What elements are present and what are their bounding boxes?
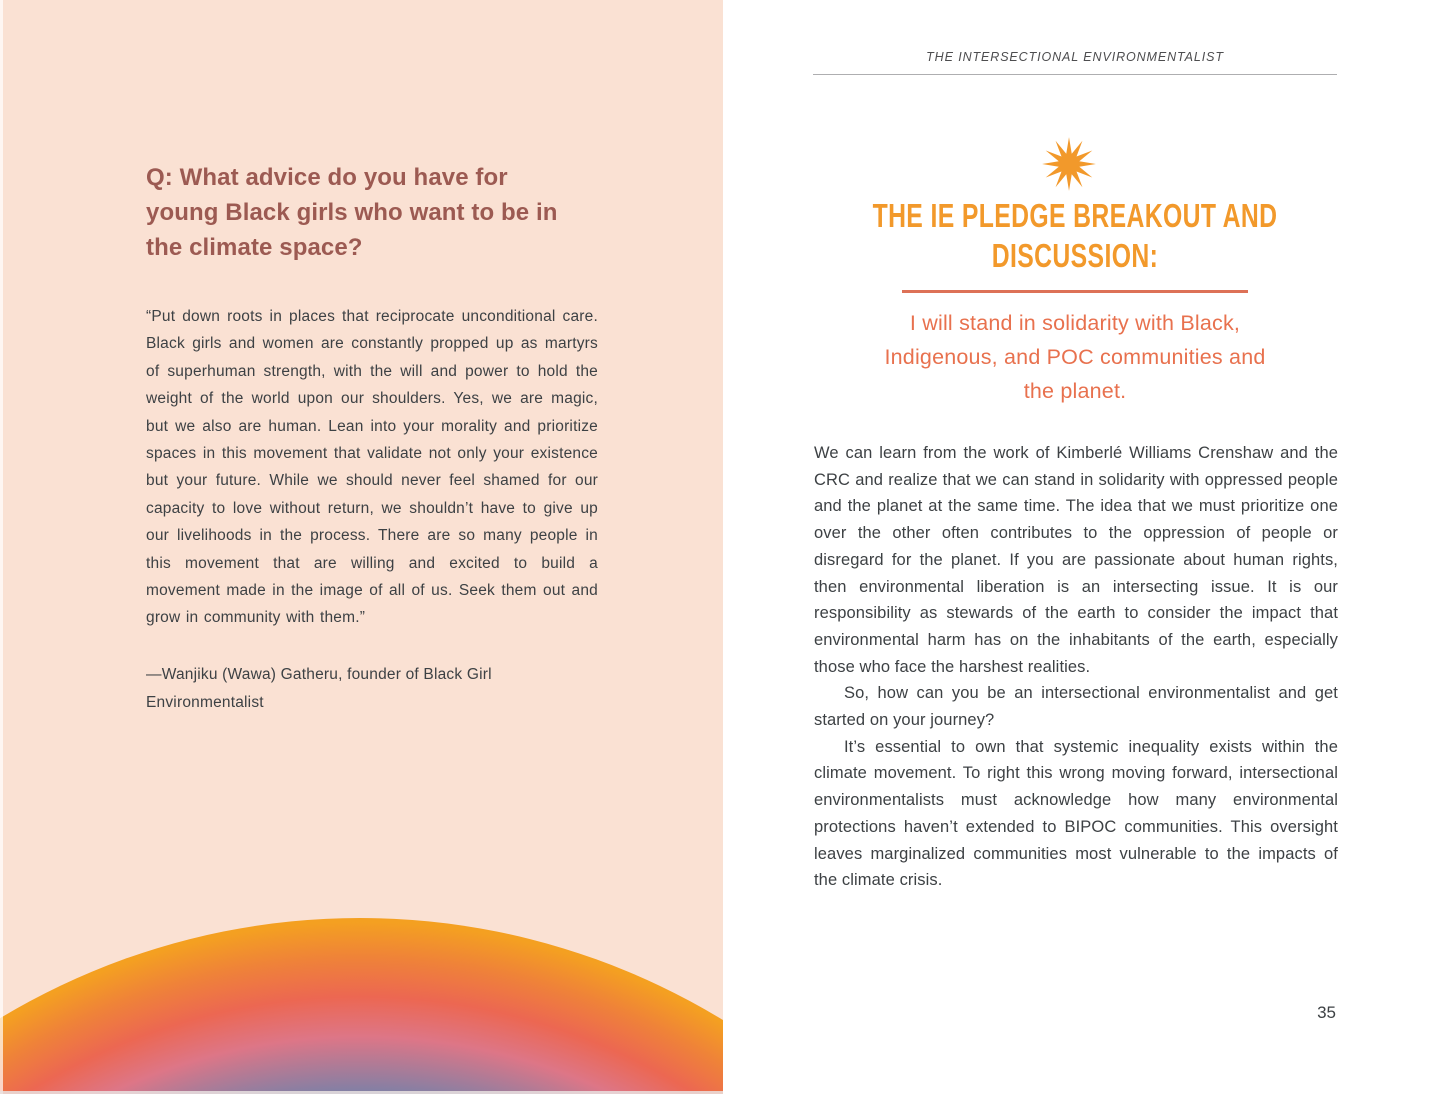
sunrise-gradient-graphic	[0, 918, 723, 1094]
section-title-rule	[902, 290, 1248, 293]
pledge-line-1: I will stand in solidarity with Black,	[909, 311, 1241, 335]
body-paragraph: We can learn from the work of Kimberlé Williams Crenshaw and the CRC and realize that we can stand in solidarity with oppressed people and the planet at the same time. The idea that we must prioritize one over the other often contributes to the oppression of people or disregard for the planet. If you are passionate about human rights, then environmental liberation is an intersecting issue. It is our responsibility as stewards of the earth to consider the impact that environmental harm has on the inhabitants of the earth, especially those who face the harshest realities.	[814, 444, 1338, 676]
body-text-block	[814, 440, 1338, 894]
body-paragraph: So, how can you be an intersectional environmentalist and get started on your journey?	[814, 684, 1338, 730]
quote-paragraph: “Put down roots in places that reciprocate unconditional care. Black girls and women are constantly propped up as martyrs of superhuman strength, with the will and power to hold the weight of the world upon our shoulders. Yes, we are magic, but we also are human. Lean into your morality and prioritize spaces in this movement that validate not only your existence but your future. While we should never feel shamed for our capacity to love without return, we shouldn’t have to give up our livelihoods in the process. There are so many people in this movement that are willing and excited to build a movement made in the image of all of us. Seek them out and grow in community with them.”	[146, 308, 598, 627]
pledge-line-3: the planet.	[1023, 379, 1127, 403]
right-page	[723, 0, 1445, 1094]
section-title	[763, 196, 1387, 276]
page-number: 35	[1317, 1003, 1336, 1022]
section-title-line-2: DISCUSSION:	[991, 237, 1159, 274]
running-head-rule	[813, 74, 1337, 75]
quote-attribution: —Wanjiku (Wawa) Gatheru, founder of Black Girl Environmentalist	[146, 666, 492, 711]
question-heading: Q: What advice do you have for young Black girls who want to be in the climate space?	[146, 164, 558, 261]
sunburst-icon	[1041, 136, 1097, 192]
pledge-line-2: Indigenous, and POC communities and	[884, 345, 1266, 369]
page-left-edge	[0, 0, 3, 1094]
pledge-text	[763, 306, 1387, 408]
body-paragraph: It’s essential to own that systemic inequality exists within the climate movement. To right this wrong moving forward, intersectional environmentalists must acknowledge how many environmental protections haven’t extended to BIPOC communities. This oversight leaves marginalized communities most vulnerable to the impacts of the climate crisis.	[814, 737, 1338, 890]
running-head: THE INTERSECTIONAL ENVIRONMENTALIST	[926, 50, 1224, 64]
section-title-line-1: THE IE PLEDGE BREAKOUT AND	[872, 197, 1278, 234]
